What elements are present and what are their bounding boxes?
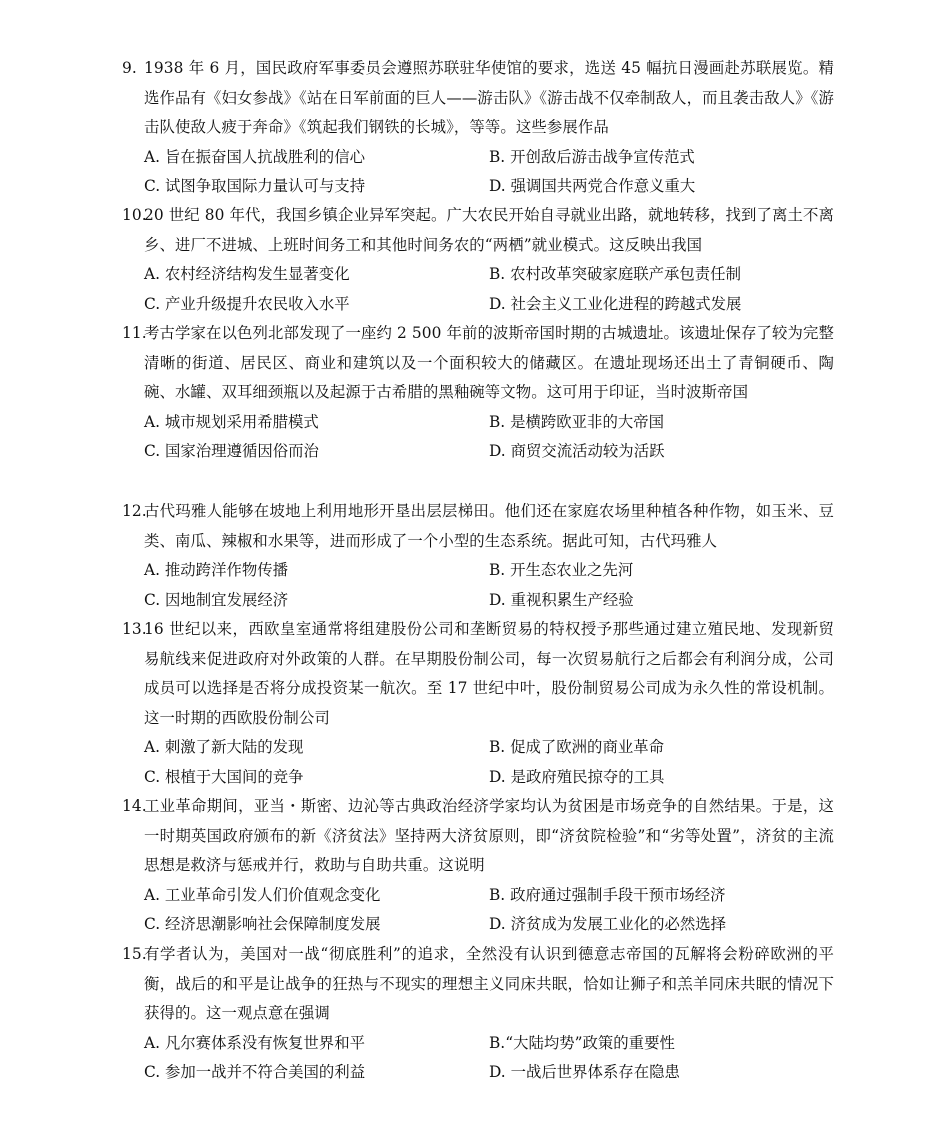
options <box>122 408 834 467</box>
option-d: D. 强调国共两党合作意义重大 <box>489 177 696 196</box>
question-11 <box>122 319 834 467</box>
option-b: B. 促成了欧洲的商业革命 <box>489 738 665 757</box>
option-d: D. 一战后世界体系存在隐患 <box>489 1063 680 1082</box>
options-row <box>144 1058 834 1088</box>
question-number: 12. <box>122 502 147 520</box>
options-row <box>144 172 834 202</box>
option-a: A. 农村经济结构发生显著变化 <box>144 265 350 284</box>
option-b: B. 农村改革突破家庭联产承包责任制 <box>489 265 741 284</box>
question-9 <box>122 54 834 202</box>
options <box>122 881 834 940</box>
options-row <box>144 408 834 438</box>
option-d: D. 济贫成为发展工业化的必然选择 <box>489 915 727 934</box>
options <box>122 143 834 202</box>
option-c: C. 国家治理遵循因俗而治 <box>144 442 319 461</box>
question-text: 古代玛雅人能够在坡地上利用地形开垦出层层梯田。他们还在家庭农场里种植各种作物，如玉米、豆类、南瓜、辣椒和水果等，进而形成了一个小型的生态系统。据此可知，古代玛雅人 <box>144 502 834 550</box>
options <box>122 556 834 615</box>
options-row <box>144 910 834 940</box>
question-text: 考古学家在以色列北部发现了一座约 2 500 年前的波斯帝国时期的古城遗址。该遗址保存了较为完整清晰的街道、居民区、商业和建筑以及一个面积较大的储藏区。在遗址现场还出土了青铜硬币、陶碗、水罐、双耳细颈瓶以及起源于古希腊的黑釉碗等文物。这可用于印证，当时波斯帝国 <box>144 324 834 402</box>
option-b: B.“大陆均势”政策的重要性 <box>489 1033 675 1052</box>
options-row <box>144 733 834 763</box>
question-number: 10. <box>122 206 147 224</box>
question-number: 13. <box>122 620 147 638</box>
options-row <box>144 1029 834 1059</box>
question-number: 14. <box>122 797 147 815</box>
question-10 <box>122 201 834 319</box>
options-row <box>144 143 834 173</box>
option-a: A. 城市规划采用希腊模式 <box>144 412 319 431</box>
question-14 <box>122 792 834 940</box>
options-row <box>144 881 834 911</box>
option-c: C. 试图争取国际力量认可与支持 <box>144 177 366 196</box>
option-a: A. 工业革命引发人们价值观念变化 <box>144 885 381 904</box>
question-13 <box>122 615 834 793</box>
option-d: D. 重视积累生产经验 <box>489 590 634 609</box>
option-b: B. 开创敌后游击战争宣传范式 <box>489 147 695 166</box>
options-row <box>144 437 834 467</box>
options <box>122 260 834 319</box>
question-text: 16 世纪以来，西欧皇室通常将组建股份公司和垄断贸易的特权授予那些通过建立殖民地、发现新贸易航线来促进政府对外政策的人群。在早期股份制公司，每一次贸易航行之后都会有利润分成，公司成员可以选择是否将分成投资某一航次。至 17 世纪中叶，股份制贸易公司成为永久性的常设机制。这一时期的西欧股份制公司 <box>144 620 834 727</box>
question-text: 有学者认为，美国对一战“彻底胜利”的追求，全然没有认识到德意志帝国的瓦解将会粉碎欧洲的平衡，战后的和平是让战争的狂热与不现实的理想主义同床共眠，恰如让狮子和羔羊同床共眠的情况下获得的。这一观点意在强调 <box>144 945 834 1023</box>
option-b: B. 是横跨欧亚非的大帝国 <box>489 412 665 431</box>
question-text: 工业革命期间，亚当・斯密、边沁等古典政治经济学家均认为贫困是市场竞争的自然结果。于是，这一时期英国政府颁布的新《济贫法》坚持两大济贫原则，即“济贫院检验”和“劣等处置”，济贫的主流思想是救济与惩戒并行，救助与自助共重。这说明 <box>144 797 834 875</box>
option-c: C. 经济思潮影响社会保障制度发展 <box>144 915 381 934</box>
question-number: 11. <box>122 324 147 342</box>
option-a: A. 旨在振奋国人抗战胜利的信心 <box>144 147 365 166</box>
options-row <box>144 290 834 320</box>
option-d: D. 商贸交流活动较为活跃 <box>489 442 665 461</box>
options-row <box>144 763 834 793</box>
question-12 <box>122 497 834 615</box>
options-row <box>144 556 834 586</box>
question-number: 15. <box>122 945 147 963</box>
option-a: A. 凡尔赛体系没有恢复世界和平 <box>144 1033 365 1052</box>
question-stem <box>122 940 834 1029</box>
option-b: B. 政府通过强制手段干预市场经济 <box>489 885 726 904</box>
option-b: B. 开生态农业之先河 <box>489 561 634 580</box>
option-c: C. 因地制宜发展经济 <box>144 590 289 609</box>
option-c: C. 产业升级提升农民收入水平 <box>144 294 350 313</box>
question-text: 20 世纪 80 年代，我国乡镇企业异军突起。广大农民开始自寻就业出路，就地转移，找到了离土不离乡、进厂不进城、上班时间务工和其他时间务农的“两栖”就业模式。这反映出我国 <box>144 206 834 254</box>
option-d: D. 社会主义工业化进程的跨越式发展 <box>489 294 742 313</box>
question-15 <box>122 940 834 1088</box>
options <box>122 1029 834 1088</box>
option-a: A. 推动跨洋作物传播 <box>144 561 289 580</box>
options <box>122 733 834 792</box>
option-c: C. 根植于大国间的竞争 <box>144 767 304 786</box>
question-number: 9. <box>122 59 137 77</box>
options-row <box>144 260 834 290</box>
question-stem <box>122 54 834 143</box>
question-stem <box>122 615 834 733</box>
question-stem <box>122 201 834 260</box>
option-a: A. 刺激了新大陆的发现 <box>144 738 304 757</box>
question-stem <box>122 792 834 881</box>
options-row <box>144 586 834 616</box>
question-stem <box>122 319 834 408</box>
option-c: C. 参加一战并不符合美国的利益 <box>144 1063 366 1082</box>
question-text: 1938 年 6 月，国民政府军事委员会遵照苏联驻华使馆的要求，选送 45 幅抗日漫画赴苏联展览。精选作品有《妇女参战》《站在日军前面的巨人——游击队》《游击战不仅牵制敌人，而且袭击敌人》《游击队使敌人疲于奔命》《筑起我们钢铁的长城》，等等。这些参展作品 <box>144 59 834 137</box>
question-stem <box>122 497 834 556</box>
option-d: D. 是政府殖民掠夺的工具 <box>489 767 665 786</box>
